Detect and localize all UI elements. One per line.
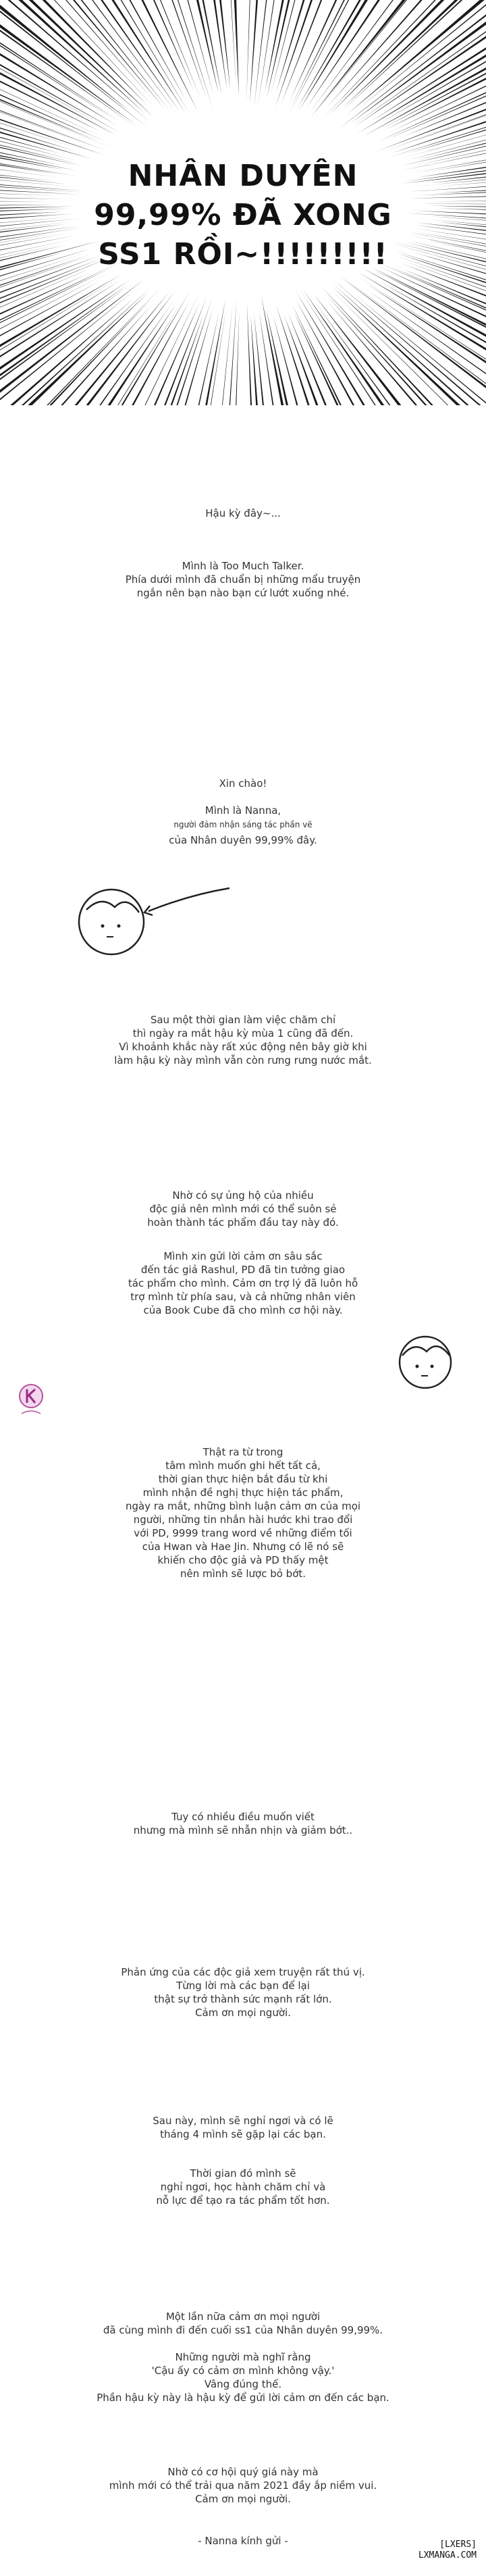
speed-line [415, 95, 486, 160]
text-block [0, 1189, 486, 1229]
text-line: Nhờ có cơ hội quý giá này mà [167, 2466, 319, 2478]
text-line: Mình xin gửi lời cảm ơn sâu sắc [163, 1250, 323, 1262]
text-line: đã cùng mình đi đến cuối ss1 của Nhân duyên 99,99%. [103, 2324, 383, 2336]
text-block [0, 2465, 486, 2506]
speed-line [55, 0, 178, 114]
watermark-line-2: LXMANGA.COM [418, 2550, 477, 2560]
text-line: Xin chào! [219, 777, 267, 790]
text-line: Một lần nữa cảm ơn mọi người [165, 2311, 321, 2323]
text-block [0, 2167, 486, 2207]
speed-line [0, 279, 144, 423]
text-block [0, 777, 486, 790]
text-line: nhưng mà mình sẽ nhẫn nhịn và giảm bớt.. [133, 1824, 353, 1836]
speed-line [297, 0, 394, 109]
text-block [0, 559, 486, 600]
text-line: Hậu kỳ đây~... [205, 507, 281, 519]
text-block [0, 1965, 486, 2019]
speed-line [275, 0, 335, 107]
speed-line [0, 284, 128, 416]
text-line: người, những tin nhắn hài hước khi trao đổi [133, 1514, 353, 1526]
text-line: Phía dưới mình đã chuẩn bị những mẩu truyện [125, 573, 361, 586]
speed-line [148, 0, 207, 100]
speed-line [358, 0, 486, 109]
burst-fade [0, 405, 486, 459]
title-line-1: NHÂN DUYÊN [128, 159, 358, 193]
text-line: tác phẩm cho mình. Cảm ơn trợ lý đã luôn hỗ [128, 1277, 358, 1289]
speed-line [156, 0, 213, 111]
text-line: người đảm nhận sáng tác phần vẽ [173, 820, 313, 829]
speed-line [250, 0, 263, 104]
speed-line [323, 0, 472, 118]
text-line: nỗ lực để tạo ra tác phẩm tốt hơn. [156, 2194, 330, 2207]
text-line: Nhờ có sự ủng hộ của nhiều [172, 1189, 314, 1202]
text-line: Sau này, mình sẽ nghỉ ngơi và có lẽ [153, 2115, 333, 2127]
text-line: Từng lời mà các bạn để lại [176, 1980, 310, 1992]
text-line: Vì khoảnh khắc này rất xúc động nên bây giờ khi [119, 1041, 367, 1053]
text-block [0, 1445, 486, 1580]
speed-line [290, 0, 366, 101]
title-line-2: 99,99% ĐÃ XONG [94, 198, 392, 232]
text-block [0, 833, 486, 847]
text-block [0, 804, 486, 817]
text-line: 'Cậu ấy có cảm ơn mình không vậy.' [151, 2365, 335, 2377]
speed-line [246, 0, 253, 104]
text-line: Phản ứng của các độc giả xem truyện rất thú vị. [121, 1966, 365, 1978]
text-line: Mình là Nanna, [205, 804, 281, 817]
speed-line [0, 0, 119, 122]
text-line: khiến cho độc giả và PD thấy mệt [157, 1554, 329, 1566]
text-line: Cảm ơn mọi người. [195, 2493, 291, 2505]
text-line: tháng 4 mình sẽ gặp lại các bạn. [160, 2128, 326, 2140]
speed-line [0, 280, 130, 413]
speed-line [0, 73, 76, 151]
speed-line [0, 280, 121, 405]
text-line: Vâng đúng thế. [204, 2378, 282, 2390]
text-line: thời gian thực hiện bắt đầu từ khi [158, 1473, 328, 1485]
text-block [0, 1810, 486, 1837]
text-block [0, 2350, 486, 2404]
speed-line [202, 0, 227, 89]
watermark-line-1: [LXERS] [439, 2540, 477, 2550]
text-line: Thật ra từ trong [202, 1446, 284, 1458]
watermark [418, 2540, 477, 2561]
text-line: Thời gian đó mình sẽ [190, 2167, 296, 2180]
text-line: nên mình sẽ lược bỏ bớt. [180, 1568, 306, 1580]
face-doodle-icon [74, 868, 250, 969]
text-line: Tuy có nhiều điều muốn viết [171, 1811, 315, 1823]
speed-line [0, 0, 150, 122]
speed-line [392, 27, 486, 132]
text-block [0, 819, 486, 831]
speed-line [387, 20, 486, 130]
text-line: với PD, 9999 trang word về những điểm tối [134, 1527, 352, 1539]
text-line: Những người mà nghĩ rằng [175, 2351, 311, 2363]
text-line: Cảm ơn mọi người. [195, 2007, 291, 2019]
text-line: thật sự trở thành sức mạnh rất lớn. [154, 1993, 332, 2005]
text-line: của Nhân duyên 99,99% đây. [169, 834, 317, 846]
speed-line [265, 0, 298, 92]
text-line: Phần hậu kỳ này là hậu kỳ để gửi lời cảm ơn đến các bạn. [97, 2392, 389, 2404]
speed-line [180, 0, 219, 95]
speed-line [379, 267, 486, 376]
logo-k-icon [16, 1381, 46, 1422]
text-line: Mình là Too Much Talker. [182, 560, 304, 572]
page-title [0, 157, 486, 274]
text-line: - Nanna kính gửi - [198, 2535, 288, 2547]
text-line: hoàn thành tác phẩm đầu tay này đó. [147, 1216, 339, 1229]
text-block [0, 2534, 486, 2548]
text-block [0, 2114, 486, 2141]
text-line: tâm mình muốn ghi hết tất cả, [165, 1460, 321, 1472]
text-line: trợ mình từ phía sau, và cả những nhân viên [130, 1291, 356, 1303]
text-line: Sau một thời gian làm việc chăm chỉ [150, 1014, 336, 1026]
text-line: ngắn nên bạn nào bạn cứ lướt xuống nhé. [136, 587, 350, 599]
speed-line [354, 0, 486, 127]
face-doodle-right-icon [390, 1327, 464, 1395]
text-line: làm hậu kỳ này mình vẫn còn rưng rưng nước mắt. [114, 1054, 372, 1066]
speed-line [86, 0, 190, 114]
text-line: của Hwan và Hae Jin. Nhưng có lẽ nó sẽ [142, 1541, 344, 1553]
text-line: thì ngày ra mắt hậu kỳ mùa 1 cũng đã đến. [132, 1027, 354, 1039]
speed-line [125, 0, 194, 91]
text-line: đến tác giả Rashul, PD đã tin tưởng giao [140, 1264, 346, 1276]
speed-line [386, 36, 486, 140]
speed-line [291, 0, 375, 106]
text-line: độc giả nên mình mới có thể suôn sẻ [149, 1203, 337, 1215]
speed-line [258, 0, 286, 107]
text-block [0, 507, 486, 520]
speed-line [348, 0, 486, 114]
title-line-3: SS1 RỒI~!!!!!!!!! [98, 237, 388, 272]
speed-line [226, 0, 236, 87]
text-block [0, 1013, 486, 1067]
text-block [0, 1250, 486, 1317]
speed-line [0, 0, 133, 125]
text-line: mình mới có thể trải qua năm 2021 đầy ắp niềm vui. [109, 2479, 377, 2492]
speed-line [357, 272, 486, 402]
text-line: của Book Cube đã cho mình cơ hội này. [143, 1304, 343, 1316]
text-line: nghỉ ngơi, học hành chăm chỉ và [160, 2181, 326, 2193]
text-block [0, 2310, 486, 2337]
speed-line [397, 83, 486, 159]
speed-line [0, 86, 62, 154]
text-line: mình nhận đề nghị thực hiện tác phẩm, [142, 1487, 344, 1499]
text-line: ngày ra mắt, những bình luận cảm ơn của mọi [125, 1500, 361, 1512]
